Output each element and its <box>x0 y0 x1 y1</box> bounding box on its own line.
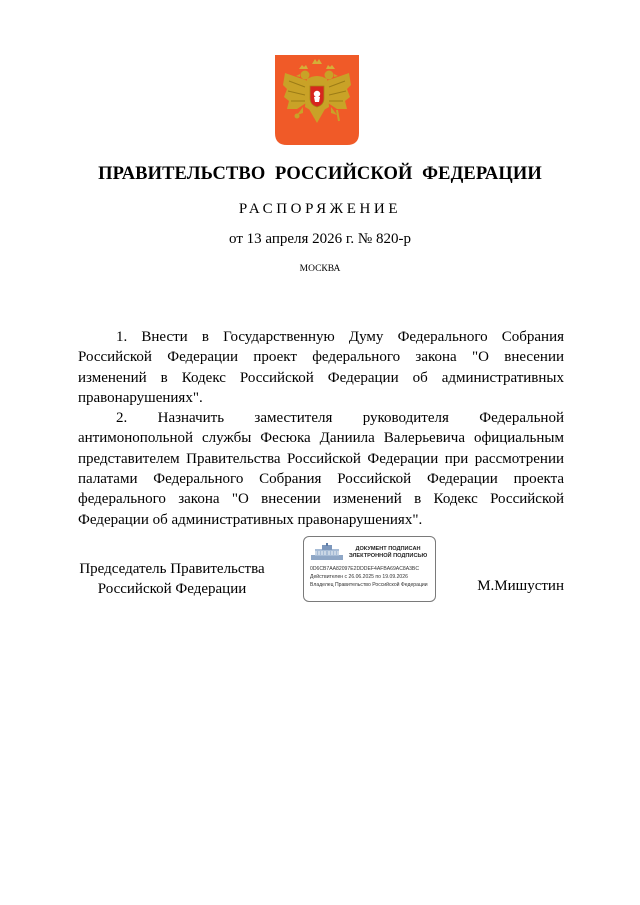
stamp-title-line-1: ДОКУМЕНТ ПОДПИСАН <box>355 546 421 552</box>
body-paragraph-2: 2. Назначить заместителя руководителя Федеральной антимонопольной службы Фесюка Даниила Валерьевича официальным представителем Правительства Российской Федерации при рассмотрении палатами Федерального Собрания Российской Федерации проекта федерального закона "О внесении изменений в Кодекс Российской Федерации об административных правонарушениях". <box>78 410 564 528</box>
electronic-signature-stamp <box>303 536 436 602</box>
government-building-icon <box>310 543 344 561</box>
signatory-position <box>60 560 284 599</box>
stamp-certificate-serial: 0D6CB7AA82097E2DDDEF4AFBA69AC8A3BC <box>310 566 420 572</box>
stamp-validity: Действителен с 26.06.2025 по 19.09.2026 <box>310 574 408 580</box>
coat-of-arms-emblem <box>275 55 359 145</box>
signatory-position-line-2: Российской Федерации <box>97 580 247 597</box>
double-headed-eagle-icon <box>275 55 359 145</box>
government-title: ПРАВИТЕЛЬСТВО РОССИЙСКОЙ ФЕДЕРАЦИИ <box>98 164 542 184</box>
signatory-position-line-1: Председатель Правительства <box>79 561 265 577</box>
stamp-owner: Владелец Правительство Российской Федерации <box>310 582 428 588</box>
stamp-title-line-2: ЭЛЕКТРОННОЙ ПОДПИСЬЮ <box>348 553 428 559</box>
document-type: РАСПОРЯЖЕНИЕ <box>238 201 402 217</box>
document-body <box>78 327 564 530</box>
stamp-title <box>342 546 434 560</box>
document-city: МОСКВА <box>299 264 341 274</box>
signatory-name: М.Мишустин <box>477 578 564 594</box>
body-paragraph-1: 1. Внести в Государственную Думу Федерального Собрания Российской Федерации проект федерального закона "О внесении изменений в Кодекс Российской Федерации об административных правонарушениях". <box>78 329 564 406</box>
document-date-number: от 13 апреля 2026 г. № 820-р <box>229 231 411 247</box>
